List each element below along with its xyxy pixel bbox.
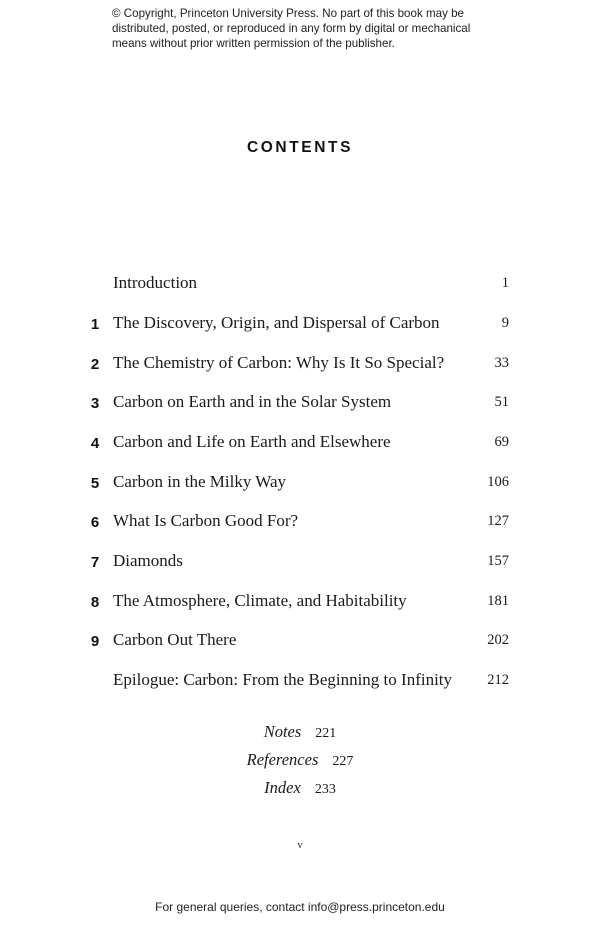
page-number: 51 bbox=[494, 394, 509, 410]
page-number: 33 bbox=[494, 355, 509, 371]
toc-entry[interactable] bbox=[0, 431, 600, 461]
chapter-title: Introduction bbox=[113, 273, 198, 292]
chapter-title: The Discovery, Origin, and Dispersal of Carbon bbox=[113, 313, 440, 332]
folio-page-number: v bbox=[297, 839, 303, 851]
toc-entry[interactable] bbox=[0, 669, 600, 699]
chapter-number: 7 bbox=[90, 554, 100, 571]
page-number: 181 bbox=[487, 593, 509, 609]
page-number: 202 bbox=[487, 632, 509, 648]
chapter-title: Carbon and Life on Earth and Elsewhere bbox=[113, 432, 391, 451]
page-title: CONTENTS bbox=[246, 139, 354, 156]
page-number: 106 bbox=[487, 474, 509, 490]
toc-entry[interactable] bbox=[0, 471, 600, 501]
page-number: 157 bbox=[487, 553, 509, 569]
copyright-line: means without prior written permission of the publisher. bbox=[112, 37, 395, 50]
chapter-number: 9 bbox=[90, 633, 100, 650]
chapter-title: Diamonds bbox=[113, 551, 183, 570]
chapter-number: 4 bbox=[90, 435, 100, 452]
page-number: 221 bbox=[315, 726, 337, 741]
toc-entry[interactable] bbox=[0, 590, 600, 620]
chapter-number: 3 bbox=[90, 395, 100, 412]
chapter-title: Carbon in the Milky Way bbox=[113, 472, 287, 491]
copyright-notice bbox=[112, 6, 512, 51]
toc-entry[interactable] bbox=[0, 352, 600, 382]
toc-entry[interactable] bbox=[0, 510, 600, 540]
copyright-line: © Copyright, Princeton University Press. No part of this book may be bbox=[112, 7, 464, 20]
chapter-title: What Is Carbon Good For? bbox=[113, 511, 299, 530]
page-number: 69 bbox=[494, 434, 509, 450]
page-number: 227 bbox=[332, 754, 354, 769]
back-matter-title: Notes bbox=[263, 722, 302, 741]
toc-entry[interactable] bbox=[0, 629, 600, 659]
back-matter-title: References bbox=[246, 750, 319, 769]
toc-entry[interactable] bbox=[0, 550, 600, 580]
back-matter-entry[interactable] bbox=[0, 722, 600, 750]
toc-entry[interactable] bbox=[0, 391, 600, 421]
toc-entry[interactable] bbox=[0, 272, 600, 302]
chapter-title: Carbon on Earth and in the Solar System bbox=[113, 392, 392, 411]
page-number: 1 bbox=[501, 275, 509, 291]
back-matter-entry[interactable] bbox=[0, 778, 600, 806]
page-number: 127 bbox=[487, 513, 509, 529]
chapter-number: 1 bbox=[90, 316, 100, 333]
chapter-title: The Chemistry of Carbon: Why Is It So Special? bbox=[113, 353, 445, 372]
back-matter-entry[interactable] bbox=[0, 750, 600, 778]
chapter-title: Carbon Out There bbox=[113, 630, 237, 649]
footer-contact: For general queries, contact info@press.princeton.edu bbox=[155, 900, 445, 914]
page-number: 233 bbox=[314, 782, 336, 797]
page-number: 9 bbox=[501, 315, 509, 331]
chapter-title: Epilogue: Carbon: From the Beginning to Infinity bbox=[113, 670, 453, 689]
chapter-number: 8 bbox=[90, 594, 100, 611]
toc-entry[interactable] bbox=[0, 312, 600, 342]
chapter-number: 2 bbox=[90, 356, 100, 373]
page-number: 212 bbox=[487, 672, 509, 688]
chapter-number: 5 bbox=[90, 475, 100, 492]
copyright-line: distributed, posted, or reproduced in any form by digital or mechanical bbox=[112, 22, 471, 35]
back-matter-list bbox=[0, 722, 600, 806]
chapter-number: 6 bbox=[90, 514, 100, 531]
back-matter-title: Index bbox=[264, 778, 301, 797]
chapter-title: The Atmosphere, Climate, and Habitability bbox=[113, 591, 407, 610]
